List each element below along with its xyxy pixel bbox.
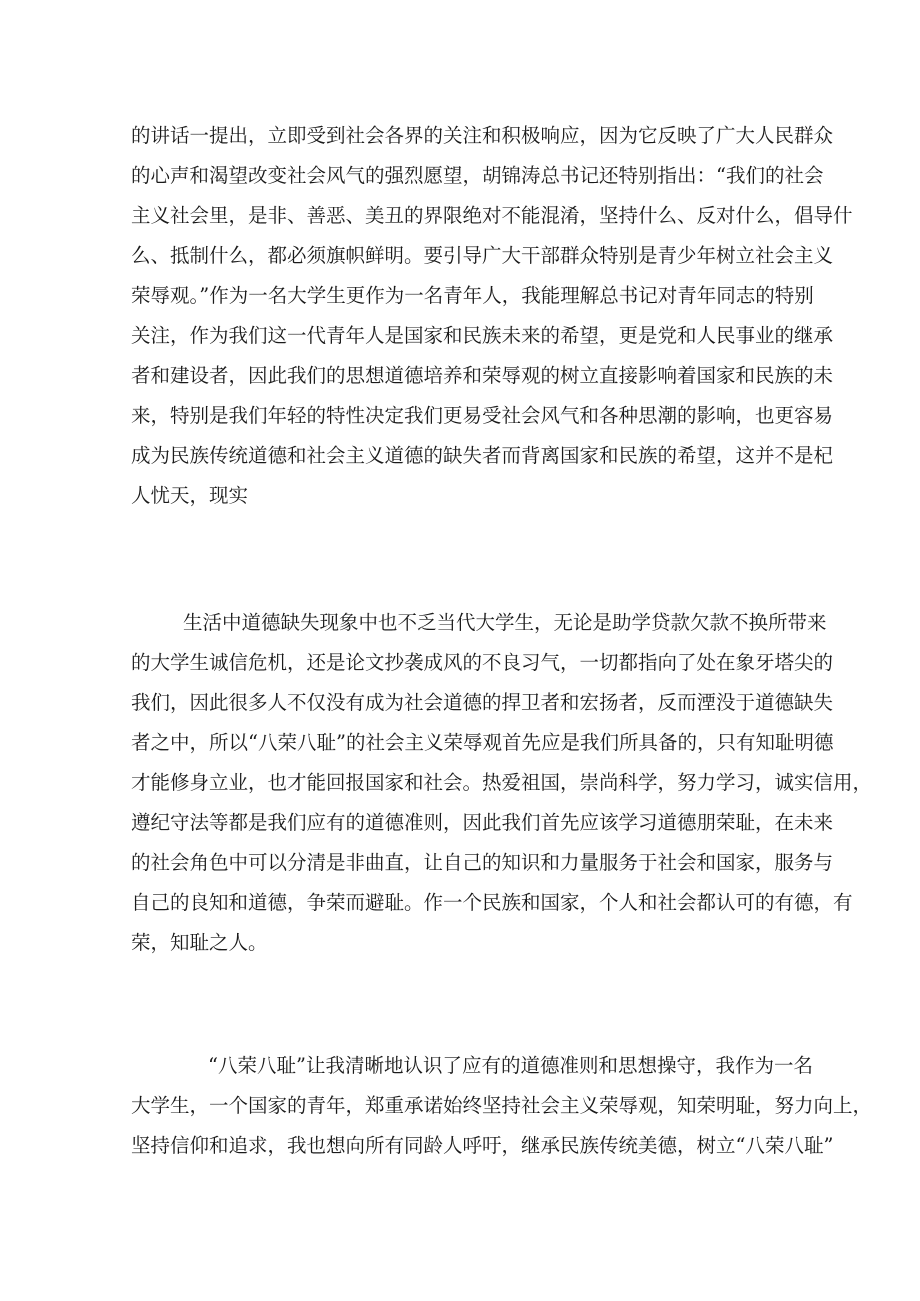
paragraph-3 <box>131 1046 873 1166</box>
text-line: 者和建设者，因此我们的思想道德培养和荣辱观的树立直接影响着国家和民族的未 <box>131 364 834 387</box>
text-line: 成为民族传统道德和社会主义道德的缺失者而背离国家和民族的希望，这并不是杞 <box>131 444 834 467</box>
text-line: 大学生，一个国家的青年，郑重承诺始终坚持社会主义荣辱观，知荣明耻，努力向上， <box>131 1094 873 1117</box>
text-line: 的大学生诚信危机，还是论文抄袭成风的不良习气，一切都指向了处在象牙塔尖的 <box>131 651 834 674</box>
text-line: “八荣八耻”让我清晰地认识了应有的道德准则和思想操守，我作为一名 <box>208 1054 813 1077</box>
text-line: 的讲话一提出，立即受到社会各界的关注和积极响应，因为它反映了广大人民群众 <box>131 124 834 147</box>
text-line: 荣辱观。”作为一名大学生更作为一名青年人，我能理解总书记对青年同志的特别 <box>131 284 814 307</box>
text-line: 自己的良知和道德，争荣而避耻。作一个民族和国家，个人和社会都认可的有德，有 <box>131 891 853 914</box>
paragraph-2 <box>131 603 873 963</box>
text-line: 的心声和渴望改变社会风气的强烈愿望，胡锦涛总书记还特别指出：“我们的社会 <box>131 164 824 187</box>
paragraph-1 <box>131 116 853 516</box>
text-line: 才能修身立业，也才能回报国家和社会。热爱祖国，崇尚科学，努力学习，诚实信用， <box>131 771 873 794</box>
text-line: 坚持信仰和追求，我也想向所有同龄人呼吁，继承民族传统美德，树立“八荣八耻” <box>131 1134 834 1157</box>
text-line: 的社会角色中可以分清是非曲直，让自己的知识和力量服务于社会和国家，服务与 <box>131 851 834 874</box>
text-line: 遵纪守法等都是我们应有的道德准则，因此我们首先应该学习道德朋荣耻，在未来 <box>131 811 834 834</box>
text-line: 我们，因此很多人不仅没有成为社会道德的捍卫者和宏扬者，反而湮没于道德缺失 <box>131 691 834 714</box>
text-line: 荣，知耻之人。 <box>131 931 268 954</box>
text-line: 者之中，所以“八荣八耻”的社会主义荣辱观首先应是我们所具备的，只有知耻明德 <box>131 731 834 754</box>
text-line: 关注，作为我们这一代青年人是国家和民族未来的希望，更是党和人民事业的继承 <box>131 324 834 347</box>
text-line: 么、抵制什么，都必须旗帜鲜明。要引导广大干部群众特别是青少年树立社会主义 <box>131 244 834 267</box>
text-line: 主义社会里，是非、善恶、美丑的界限绝对不能混淆，坚持什么、反对什么，倡导什 <box>131 204 853 227</box>
text-line: 来，特别是我们年轻的特性决定我们更易受社会风气和各种思潮的影响，也更容易 <box>131 404 834 427</box>
text-line: 生活中道德缺失现象中也不乏当代大学生，无论是助学贷款欠款不换所带来 <box>183 611 827 634</box>
text-line: 人忧天，现实 <box>131 484 249 507</box>
